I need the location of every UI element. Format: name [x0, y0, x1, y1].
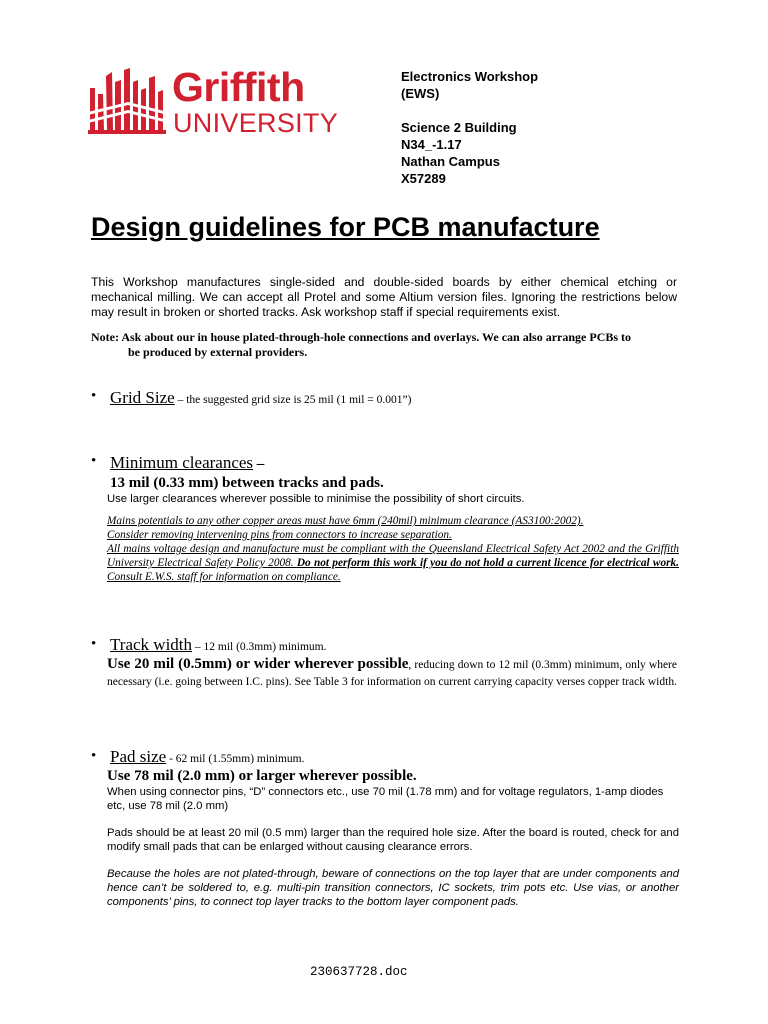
- clearances-section: [107, 453, 680, 584]
- contact-line: Electronics Workshop: [401, 69, 539, 84]
- griffith-logo: [88, 64, 348, 138]
- mains-consult: Consult E.W.S. staff for information on compliance.: [107, 571, 341, 583]
- griffith-emblem-icon: [88, 68, 168, 136]
- note-line: Note: Ask about our in house plated-through-hole connections and overlays. We can also arrange PCBs to: [91, 330, 632, 344]
- mains-compliance: All mains voltage design and manufacture must be compliant with the Queensland Electrical Safety Act 2002 and the Griffith University Electrical Safety Policy 2008.: [107, 543, 679, 569]
- track-width-text: – 12 mil (0.3mm) minimum.: [192, 641, 327, 653]
- contact-block: [401, 68, 538, 187]
- page-title: Design guidelines for PCB manufacture: [91, 212, 600, 242]
- contact-line: (EWS): [401, 86, 440, 101]
- clearances-text: Use larger clearances wherever possible to minimise the possibility of short circuits.: [107, 493, 525, 505]
- note-line: be produced by external providers.: [128, 345, 308, 359]
- pad-size-text: - 62 mil (1.55mm) minimum.: [166, 753, 305, 765]
- bullet: •: [91, 636, 97, 652]
- bullet: •: [91, 453, 97, 469]
- contact-line: Nathan Campus: [401, 154, 500, 169]
- grid-size-text: – the suggested grid size is 25 mil (1 mil = 0.001”): [174, 394, 412, 406]
- contact-line: [401, 102, 538, 119]
- logo-wordmark: Griffith: [172, 64, 305, 110]
- clearances-heading: Minimum clearances: [110, 453, 254, 472]
- mains-line-2: Consider removing intervening pins from connectors to increase separation.: [107, 529, 452, 541]
- clearances-dash: –: [253, 456, 265, 472]
- grid-size-heading: Grid Size: [110, 388, 175, 407]
- contact-line: X57289: [401, 171, 446, 186]
- bullet: •: [91, 388, 97, 404]
- track-width-section: [107, 635, 680, 690]
- mains-line-1: Mains potentials to any other copper areas must have 6mm (240mil) minimum clearance (AS3100:2002).: [107, 515, 584, 527]
- pad-size-main: Use 78 mil (2.0 mm) or larger wherever possible.: [107, 768, 417, 784]
- clearances-main: 13 mil (0.33 mm) between tracks and pads.: [110, 475, 384, 491]
- pad-size-section: [107, 747, 680, 909]
- logo-university: UNIVERSITY: [173, 108, 339, 138]
- contact-line: N34_-1.17: [401, 137, 462, 152]
- footer-filename: 230637728.doc: [310, 965, 408, 979]
- mains-paragraph: [107, 542, 679, 584]
- contact-line: Science 2 Building: [401, 120, 517, 135]
- grid-size-section: [110, 388, 680, 408]
- track-width-heading: Track width: [110, 635, 193, 654]
- pad-size-warning: Because the holes are not plated-through, beware of connections on the top layer that are under components and hence can’t be soldered to, e.g. multi-pin transition connectors, IC sockets, trim pots etc. Use vias, or another components’ pins, to connect top layer tracks to the bottom layer component pads.: [107, 868, 679, 908]
- note-paragraph: [91, 330, 681, 360]
- pad-size-heading: Pad size: [110, 747, 167, 766]
- pad-size-enlarge: Pads should be at least 20 mil (0.5 mm) larger than the required hole size. After the board is routed, check for and modify small pads that can be enlarged without causing clearance errors.: [107, 827, 679, 853]
- mains-warning: Do not perform this work if you do not hold a current licence for electrical work.: [296, 557, 679, 569]
- track-width-rest: , reducing down to 12 mil (0.3mm) minimum, only where necessary (i.e. going between I.C. pins). See Table 3 for information on current carrying capacity verses copper track width.: [107, 659, 677, 688]
- intro-paragraph: This Workshop manufactures single-sided and double-sided boards by either chemical etching or mechanical milling. We can accept all Protel and some Altium version files. Ignoring the restrictions below may result in broken or shorted tracks. Ask workshop staff if special requirements exist.: [91, 275, 677, 319]
- pad-size-connectors: When using connector pins, “D” connectors etc., use 70 mil (1.78 mm) and for voltage regulators, 1-amp diodes etc, use 78 mil (2.0 mm): [107, 786, 664, 812]
- track-width-main: Use 20 mil (0.5mm) or wider wherever possible: [107, 656, 409, 672]
- bullet: •: [91, 748, 97, 764]
